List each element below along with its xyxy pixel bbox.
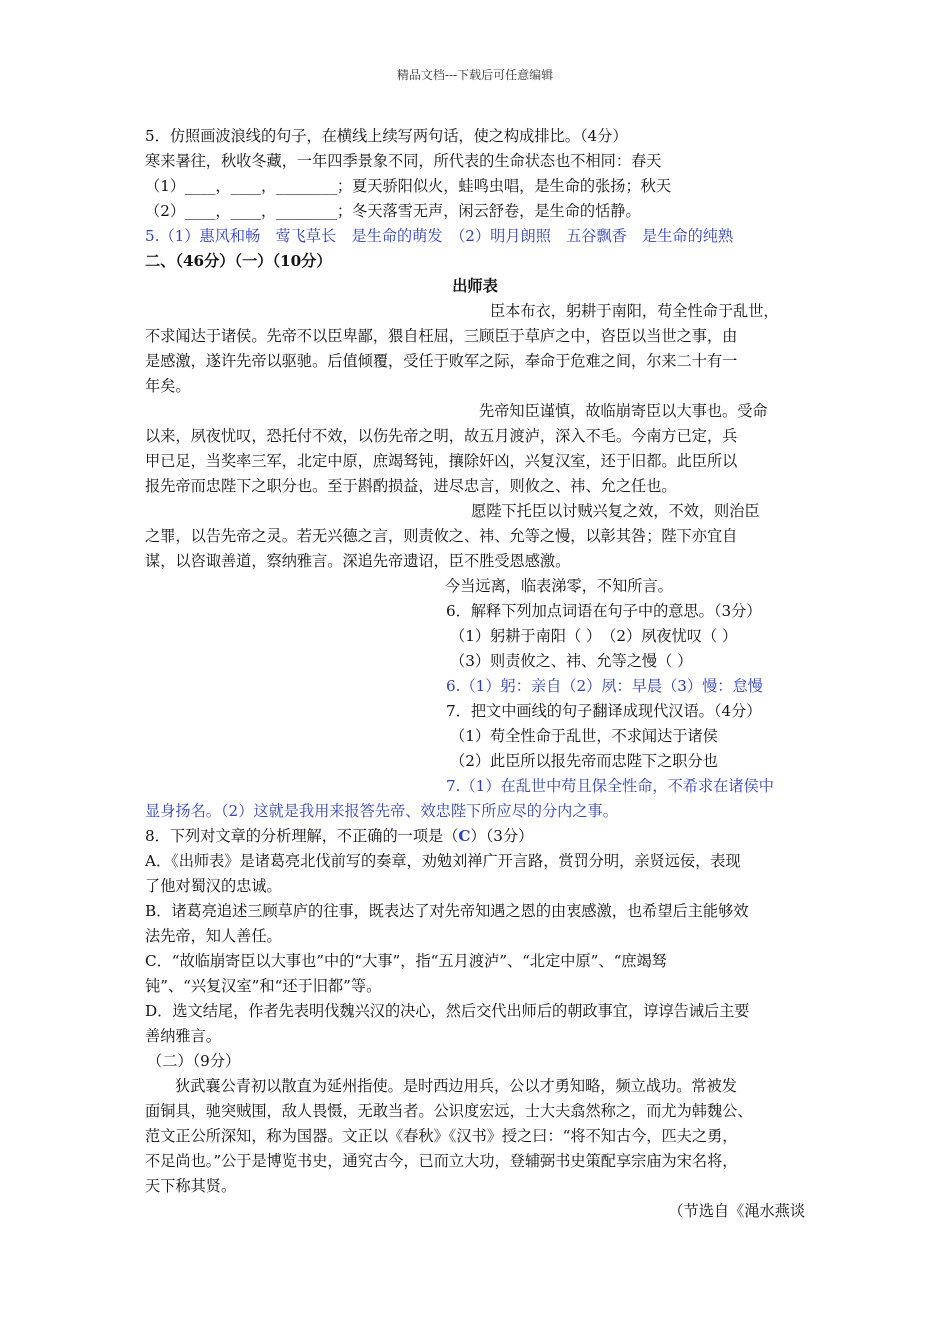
q8-title-pre: 8．下列对文章的分析理解，不正确的一项是（ (145, 827, 459, 845)
passage-line: 天下称其贤。 (145, 1177, 237, 1195)
q6-line-1: （1）躬耕于南阳（ ） （2）夙夜忧叹（ ） (450, 627, 738, 645)
section-2-heading: 二、（46分）（一）（10分） (145, 252, 332, 270)
q8-option-a: A．《出师表》是诸葛亮北伐前写的奏章，劝勉刘禅广开言路，赏罚分明，亲贤远佞，表现 (145, 852, 741, 870)
essay-title: 出师表 (452, 277, 498, 295)
passage-line: 不足尚也。”公于是博览书史，通究古今，已而立大功，登辅弼书史策配享宗庙为宋名将， (145, 1152, 738, 1170)
q8-title (145, 824, 805, 849)
q8-option-a-cont: 了他对蜀汉的忠诚。 (145, 877, 282, 895)
part-2-heading: （二）（9分） (147, 1052, 241, 1070)
essay-p1-line: 年矣。 (145, 377, 191, 395)
essay-p2-line: 以来，夙夜忧叹，恐托付不效，以伤先帝之明，故五月渡泸，深入不毛。今南方已定，兵 (145, 427, 738, 445)
document-body (145, 124, 805, 1224)
q5-answer: 5.（1）惠风和畅 莺飞草长 是生命的萌发 （2）明月朗照 五谷飘香 是生命的纯熟 (145, 227, 734, 245)
q6-line-2: （3）则责攸之、祎、允等之慢（ ） (450, 652, 693, 670)
essay-p2-line: 先帝知臣谨慎，故临崩寄臣以大事也。受命 (479, 402, 768, 420)
q5-line-3: （2）____，____，________；冬天落雪无声，闲云舒卷，是生命的恬静。 (145, 202, 641, 220)
essay-p1-line: 臣本布衣，躬耕于南阳，苟全性命于乱世， (490, 302, 779, 320)
q7-answer-line-1: 7.（1）在乱世中苟且保全性命，不希求在诸侯中 (446, 777, 774, 795)
passage-line: 范文正公所深知，称为国器。文正以《春秋》《汉书》授之曰：“将不知古今，匹夫之勇， (145, 1127, 738, 1145)
q7-line-1: （1）苟全性命于乱世，不求闻达于诸侯 (450, 727, 718, 745)
essay-p3-line: 愿陛下托臣以讨贼兴复之效，不效，则治臣 (471, 502, 760, 520)
passage-line: 狄武襄公青初以散直为延州指使。是时西边用兵，公以才勇知略，频立战功。常被发 (175, 1077, 737, 1095)
essay-p1-line: 是感激，遂许先帝以驱驰。后值倾覆，受任于败军之际，奉命于危难之间，尔来二十有一 (145, 352, 738, 370)
essay-p1-line: 不求闻达于诸侯。先帝不以臣卑鄙，猥自枉屈，三顾臣于草庐之中，咨臣以当世之事，由 (145, 327, 738, 345)
q5-line-1: 寒来暑往，秋收冬藏，一年四季景象不同，所代表的生命状态也不相同：春天 (145, 152, 662, 170)
essay-p3-line: 谋，以咨诹善道，察纳雅言。深追先帝遗诏，臣不胜受恩感激。 (145, 552, 571, 570)
essay-p2-line: 甲已足，当奖率三军，北定中原，庶竭驽钝，攘除奸凶，兴复汉室，还于旧都。此臣所以 (145, 452, 738, 470)
passage-source: （节选自《渑水燕谈 (668, 1202, 805, 1220)
passage-line: 面铜具，驰突贼围，敌人畏慑，无敢当者。公识度宏远，士大夫翕然称之，而尤为韩魏公、 (145, 1102, 753, 1120)
page-header: 精品文档---下载后可任意编辑 (396, 68, 554, 82)
q7-answer-line-2: 显身扬名。（2）这就是我用来报答先帝、效忠陛下所应尽的分内之事。 (145, 802, 618, 820)
q8-option-d: D．选文结尾，作者先表明伐魏兴汉的决心，然后交代出师后的朝政事宜，谆谆告诫后主要 (145, 1002, 750, 1020)
q8-title-post: ）（3分） (470, 827, 534, 845)
q6-title: 6．解释下列加点词语在句子中的意思。（3分） (446, 602, 762, 620)
q6-answer: 6.（1）躬：亲自（2）夙：早晨（3）慢：怠慢 (446, 677, 763, 695)
q5-title: 5．仿照画波浪线的句子，在横线上续写两句话，使之构成排比。（4分） (145, 127, 628, 145)
q5-line-2: （1）____，____，________；夏天骄阳似火，蛙鸣虫唱，是生命的张扬；秋天 (145, 177, 672, 195)
q8-option-b-cont: 法先帝，知人善任。 (145, 927, 282, 945)
essay-p2-line: 报先帝而忠陛下之职分也。至于斟酌损益，进尽忠言，则攸之、祎、允之任也。 (145, 477, 677, 495)
essay-p3-line: 之罪，以告先帝之灵。若无兴德之言，则责攸之、祎、允等之慢，以彰其咎；陛下亦宜自 (145, 527, 738, 545)
q8-option-c-cont: 钝”、“兴复汉室”和“还于旧都”等。 (145, 977, 382, 995)
q8-answer: C (458, 827, 471, 845)
essay-p4-line: 今当远离，临表涕零，不知所言。 (445, 577, 673, 595)
q8-option-c: C．“故临崩寄臣以大事也”中的“大事”，指“五月渡泸”、“北定中原”、“庶竭驽 (145, 952, 667, 970)
q8-option-b: B．诸葛亮追述三顾草庐的往事，既表达了对先帝知遇之恩的由衷感激，也希望后主能够效 (145, 902, 749, 920)
q7-title: 7．把文中画线的句子翻译成现代汉语。（4分） (446, 702, 762, 720)
q8-option-d-cont: 善纳雅言。 (145, 1027, 221, 1045)
q7-line-2: （2）此臣所以报先帝而忠陛下之职分也 (450, 752, 718, 770)
